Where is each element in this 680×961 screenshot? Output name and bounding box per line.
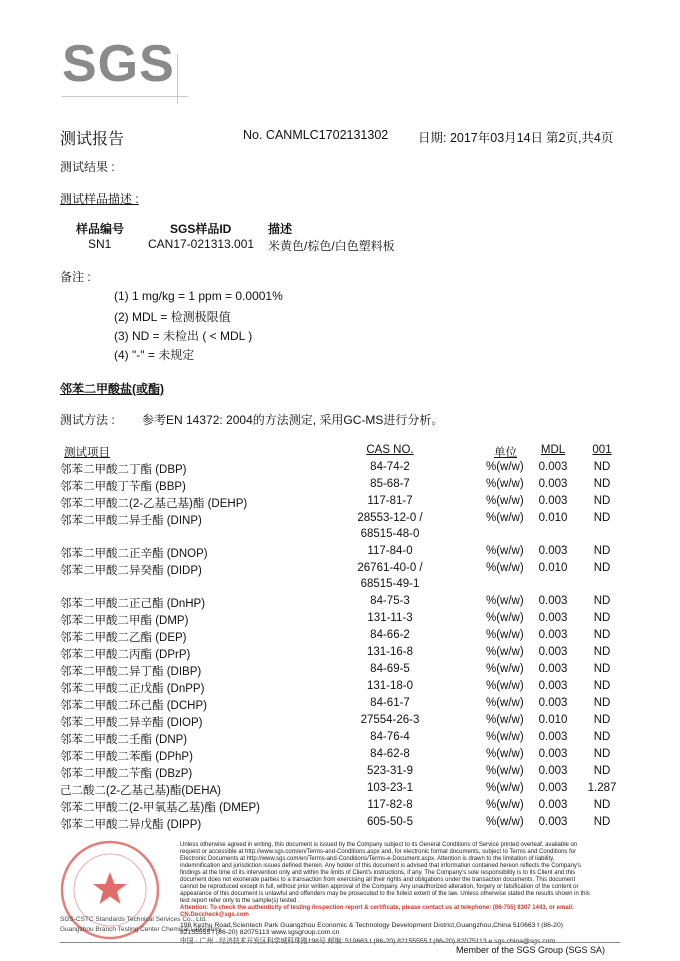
cell-cas: 84-75-3	[370, 595, 410, 607]
cell-unit: %(w/w)	[486, 663, 524, 675]
report-title: 测试报告	[60, 131, 125, 148]
cell-cas: 28553-12-0 /	[357, 512, 423, 524]
cell-cas: 523-31-9	[366, 765, 414, 777]
seal-caption-2: Guangzhou Branch Testing Center Chemical Laboratory	[60, 926, 222, 933]
cell-unit: %(w/w)	[486, 478, 524, 490]
cell-item: 邻苯二甲酸二乙酯 (DEP)	[60, 632, 187, 644]
table-row	[0, 748, 680, 765]
cell-result: ND	[593, 461, 611, 473]
cell-result: ND	[593, 562, 611, 574]
table-row	[0, 697, 680, 714]
cell-mdl: 0.003	[538, 478, 568, 490]
cell-mdl: 0.003	[538, 799, 568, 811]
cell-item: 邻苯二甲酸二甲酯 (DMP)	[60, 615, 189, 627]
authenticity-notice: Attention: To check the authenticity of testing /inspection report & certificate, please contact us at telephone: (86-755) 8307 1443, or email: CN.Doccheck@sgs.com	[180, 905, 574, 918]
cell-result: ND	[593, 748, 611, 760]
logo-rule-vertical	[177, 54, 178, 104]
report-date: 日期: 2017年03月14日	[418, 131, 544, 145]
cell-mdl: 0.003	[538, 495, 568, 507]
cell-mdl: 0.003	[538, 680, 568, 692]
cell-unit: %(w/w)	[486, 799, 524, 811]
cell-result: ND	[593, 512, 611, 524]
cell-cas: 117-84-0	[367, 545, 413, 557]
cell-result: ND	[593, 646, 611, 658]
table-row	[0, 562, 680, 596]
table-row	[0, 629, 680, 646]
table-row	[0, 612, 680, 629]
cell-item: 邻苯二甲酸二丁酯 (DBP)	[60, 464, 187, 476]
cell-result: ND	[593, 680, 611, 692]
table-row	[0, 714, 680, 731]
cell-result: ND	[593, 629, 611, 641]
cell-result: ND	[593, 478, 611, 490]
cell-cas: 84-74-2	[370, 461, 410, 473]
method-label: 测试方法 :	[60, 413, 115, 427]
cell-unit: %(w/w)	[486, 612, 524, 624]
cell-unit: %(w/w)	[486, 748, 524, 760]
cell-cas: 131-11-3	[367, 612, 413, 624]
cell-unit: %(w/w)	[486, 714, 524, 726]
table-row	[0, 545, 680, 562]
cell-item: 邻苯二甲酸二苄酯 (DBzP)	[60, 768, 193, 780]
cell-cas: 131-18-0	[366, 680, 414, 692]
report-page: 第2页,共4页	[546, 131, 614, 145]
table-row	[0, 646, 680, 663]
cell-cas: 26761-40-0 /	[357, 562, 423, 574]
table-row	[0, 663, 680, 680]
table-row	[0, 782, 680, 799]
cell-unit: %(w/w)	[486, 562, 524, 574]
cell-result: ND	[593, 714, 611, 726]
footer-disclaimer	[180, 842, 590, 945]
notes-label: 备注 :	[60, 270, 91, 284]
note-item: (4) "-" = 未规定	[114, 348, 195, 362]
cell-result: 1.287	[587, 782, 617, 794]
cell-mdl: 0.003	[538, 663, 568, 675]
cell-item: 邻苯二甲酸二异辛酯 (DIOP)	[60, 717, 203, 729]
table-row	[0, 595, 680, 612]
cell-mdl: 0.010	[538, 512, 568, 524]
cell-item: 邻苯二甲酸丁苄酯 (BBP)	[60, 481, 186, 493]
cell-result: ND	[593, 595, 611, 607]
cell-unit: %(w/w)	[486, 646, 524, 658]
cell-unit: %(w/w)	[486, 731, 524, 743]
sgs-logo	[62, 34, 192, 104]
cell-item: 邻苯二甲酸二正戊酯 (DnPP)	[60, 683, 205, 695]
logo-rule	[62, 96, 188, 97]
cell-cas: 85-68-7	[370, 478, 410, 490]
seal-caption-1: SGS-CSTC Standards Technical Services Co., Ltd.	[60, 916, 207, 923]
cell-result: ND	[593, 495, 611, 507]
note-item: (2) MDL = 检测极限值	[114, 310, 231, 324]
sample-row-id: SN1	[88, 237, 112, 251]
cell-item: 邻苯二甲酸二(2-乙基己基)酯 (DEHP)	[60, 498, 248, 510]
cell-cas: 27554-26-3	[360, 714, 420, 726]
disclaimer-text: Unless otherwise agreed in writing, this document is issued by the Company subject to its General Conditions of Service printed overleaf, available on request or accessible at http://www.sgs.com/en/Terms-and-Conditions.aspx and, for electronic format documents, subject to Terms and Conditions for Electronic Documents at http://www.sgs.com/en/Terms-and-Conditions/Terms-e-Document.aspx. Attention is drawn to the limitation of liability, indemnification and jurisdiction issues defined therein. Any holder of this document is advised that information contained hereon reflects the Company's findings at the time of its intervention only and within the limits of Client's instructions, if any. The Company's sole responsibility is to its Client and this document does not exonerate parties to a transaction from exercising all their rights and obligations under the transaction documents. This document cannot be reproduced except in full, without prior written approval of the Company. Any unauthorized alteration, forgery or falsification of the content or appearance of this document is unlawful and offenders may be prosecuted to the fullest extent of the law. Unless otherwise stated the results shown in this test report refer only to the sample(s) tested .	[180, 842, 590, 904]
table-row	[0, 512, 680, 546]
cell-mdl: 0.010	[538, 562, 568, 574]
cell-item: 邻苯二甲酸二异戊酯 (DIPP)	[60, 819, 202, 831]
cell-item: 邻苯二甲酸二异癸酯 (DIDP)	[60, 565, 202, 577]
cell-unit: %(w/w)	[486, 680, 524, 692]
cell-item: 邻苯二甲酸二(2-甲氧基乙基)酯 (DMEP)	[60, 802, 260, 814]
cell-cas: 84-62-8	[370, 748, 410, 760]
logo-text: SGS	[62, 35, 175, 93]
cell-item: 邻苯二甲酸二正己酯 (DnHP)	[60, 598, 206, 610]
col-header-mdl: MDL	[540, 444, 566, 456]
cell-unit: %(w/w)	[486, 545, 524, 557]
col-header-item: 测试项目	[64, 447, 110, 459]
cell-mdl: 0.003	[538, 782, 568, 794]
method-text: 参考EN 14372: 2004的方法测定, 采用GC-MS进行分析。	[142, 413, 444, 427]
report-number: No. CANMLC1702131302	[243, 128, 389, 142]
cell-mdl: 0.003	[538, 697, 568, 709]
cell-item: 邻苯二甲酸二环己酯 (DCHP)	[60, 700, 207, 712]
note-item: (3) ND = 未检出 ( < MDL )	[114, 329, 253, 343]
table-row	[0, 816, 680, 833]
cell-mdl: 0.003	[538, 731, 568, 743]
cell-cas: 103-23-1	[366, 782, 414, 794]
cell-mdl: 0.003	[538, 765, 568, 777]
cell-mdl: 0.003	[538, 612, 568, 624]
table-row	[0, 765, 680, 782]
cell-unit: %(w/w)	[486, 782, 524, 794]
cell-cas: 605-50-5	[366, 816, 414, 828]
cell-result: ND	[593, 731, 611, 743]
cell-mdl: 0.003	[538, 629, 568, 641]
cell-cas: 84-61-7	[370, 697, 410, 709]
cell-result: ND	[593, 799, 611, 811]
table-row	[0, 731, 680, 748]
table-row	[0, 799, 680, 816]
cell-result: ND	[593, 545, 611, 557]
cell-cas: 117-81-7	[367, 495, 413, 507]
note-item: (1) 1 mg/kg = 1 ppm = 0.0001%	[114, 289, 283, 303]
cell-mdl: 0.003	[538, 461, 568, 473]
cell-unit: %(w/w)	[486, 495, 524, 507]
cell-item: 邻苯二甲酸二正辛酯 (DNOP)	[60, 548, 208, 560]
sample-row-desc: 米黄色/棕色/白色塑料板	[268, 239, 395, 253]
section-title: 邻苯二甲酸盐(或酯)	[60, 382, 164, 396]
results-label: 测试结果 :	[60, 160, 115, 174]
cell-cas-continued: 68515-49-1	[360, 578, 420, 590]
cell-unit: %(w/w)	[486, 512, 524, 524]
table-row	[0, 495, 680, 512]
cell-unit: %(w/w)	[486, 697, 524, 709]
cell-item: 己二酸二(2-乙基己基)酯(DEHA)	[60, 785, 221, 797]
sample-header-desc: 描述	[268, 222, 293, 236]
cell-cas: 84-66-2	[370, 629, 410, 641]
cell-unit: %(w/w)	[486, 765, 524, 777]
cell-result: ND	[593, 612, 611, 624]
cell-result: ND	[593, 697, 611, 709]
sample-header-id: 样品编号	[76, 222, 125, 236]
cell-cas: 131-16-8	[366, 646, 414, 658]
cell-cas-continued: 68515-48-0	[360, 528, 420, 540]
cell-cas: 84-76-4	[370, 731, 410, 743]
cell-cas: 84-69-5	[370, 663, 410, 675]
footer-rule	[60, 942, 620, 943]
cell-unit: %(w/w)	[486, 629, 524, 641]
cell-unit: %(w/w)	[486, 461, 524, 473]
cell-result: ND	[593, 765, 611, 777]
results-header-row	[0, 444, 680, 461]
cell-mdl: 0.003	[538, 545, 568, 557]
cell-mdl: 0.003	[538, 646, 568, 658]
cell-item: 邻苯二甲酸二壬酯 (DNP)	[60, 734, 188, 746]
cell-mdl: 0.003	[538, 816, 568, 828]
col-header-cas: CAS NO.	[366, 444, 414, 456]
table-row	[0, 680, 680, 697]
cell-item: 邻苯二甲酸二苯酯 (DPhP)	[60, 751, 193, 763]
cell-item: 邻苯二甲酸二异丁酯 (DIBP)	[60, 666, 202, 678]
col-header-unit: 单位	[494, 447, 517, 459]
cell-mdl: 0.010	[538, 714, 568, 726]
member-line: Member of the SGS Group (SGS SA)	[456, 945, 606, 955]
address-en: 198 Kezhu Road,Scientech Park Guangzhou Economic & Technology Development District,Guangzhou,China 510663 t (86-20) 82155555 f (86-20) 82075113 www.sgsgroup.com.cn	[180, 922, 563, 936]
cell-unit: %(w/w)	[486, 595, 524, 607]
cell-result: ND	[593, 663, 611, 675]
cell-unit: %(w/w)	[486, 816, 524, 828]
cell-result: ND	[593, 816, 611, 828]
cell-item: 邻苯二甲酸二丙酯 (DPrP)	[60, 649, 191, 661]
cell-mdl: 0.003	[538, 748, 568, 760]
cell-mdl: 0.003	[538, 595, 568, 607]
col-header-result: 001	[592, 444, 612, 456]
table-row	[0, 461, 680, 478]
cell-item: 邻苯二甲酸二异壬酯 (DINP)	[60, 515, 202, 527]
cell-cas: 117-82-8	[367, 799, 413, 811]
sample-row-sgs-id: CAN17-021313.001	[148, 237, 255, 251]
table-row	[0, 478, 680, 495]
sample-desc-label: 测试样品描述 :	[60, 192, 139, 206]
sample-header-sgs-id: SGS样品ID	[170, 222, 232, 236]
